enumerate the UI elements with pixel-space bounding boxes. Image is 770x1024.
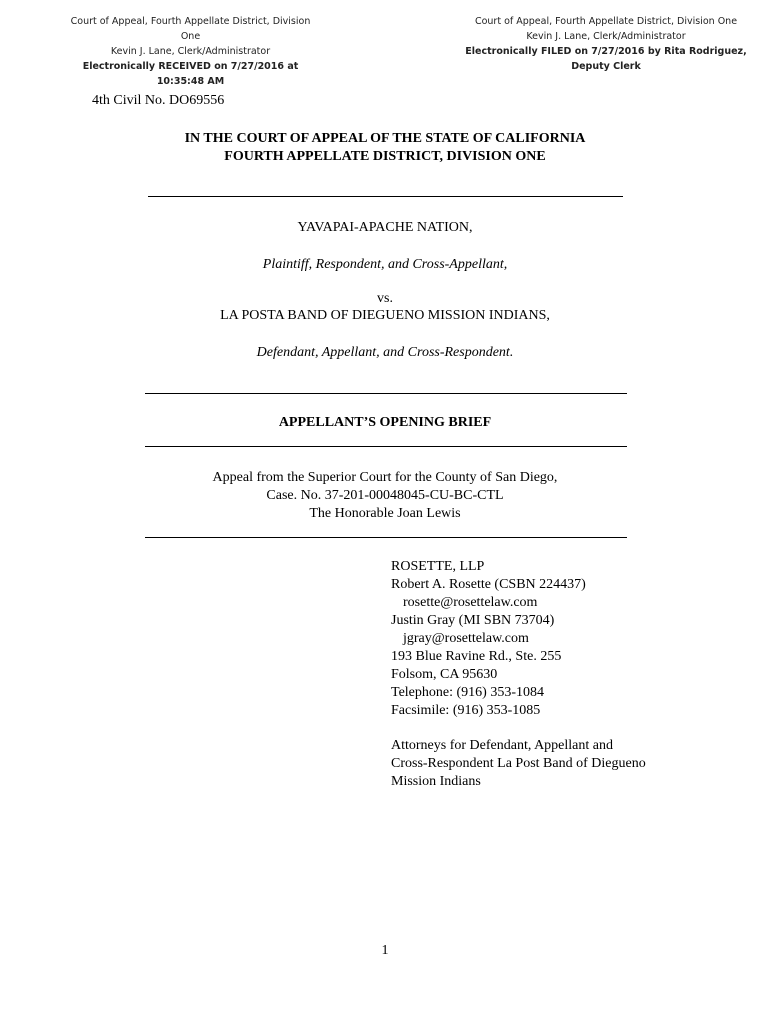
plaintiff-name: YAVAPAI-APACHE NATION, — [297, 220, 473, 235]
appeal-case-number: Case. No. 37-201-00048045-CU-BC-CTL — [266, 488, 504, 503]
address-line-2: Folsom, CA 95630 — [391, 667, 498, 682]
filed-stamp-date: Electronically FILED on 7/27/2016 by Rita Rodriguez, Deputy Clerk — [465, 46, 747, 72]
attorneys-for-line1: Attorneys for Defendant, Appellant and — [391, 738, 613, 753]
received-stamp-clerk: Kevin J. Lane, Clerk/Administrator — [110, 46, 271, 57]
facsimile: Facsimile: (916) 353-1085 — [391, 703, 541, 718]
court-heading-line2: FOURTH APPELLATE DISTRICT, DIVISION ONE — [224, 149, 546, 164]
filed-stamp-court: Court of Appeal, Fourth Appellate District, Division One — [474, 16, 738, 27]
divider-3 — [145, 446, 627, 447]
attorney-2: Justin Gray (MI SBN 73704) — [391, 613, 555, 628]
appeal-judge: The Honorable Joan Lewis — [309, 506, 461, 521]
court-heading — [0, 130, 770, 166]
attorney-1: Robert A. Rosette (CSBN 224437) — [391, 577, 586, 592]
counsel-block — [391, 558, 586, 720]
attorney-2-email: jgray@rosettelaw.com — [403, 631, 529, 646]
versus: vs. — [377, 291, 393, 306]
attorneys-for-line3: Mission Indians — [391, 774, 481, 789]
attorneys-for-line2: Cross-Respondent La Post Band of Diegueno — [391, 756, 646, 771]
plaintiff-role: Plaintiff, Respondent, and Cross-Appellant, — [262, 257, 508, 272]
defendant-role: Defendant, Appellant, and Cross-Respondent. — [256, 345, 514, 360]
divider-2 — [145, 393, 627, 394]
court-heading-line1: IN THE COURT OF APPEAL OF THE STATE OF CALIFORNIA — [184, 131, 586, 146]
attorneys-for — [391, 737, 646, 791]
filed-stamp-clerk: Kevin J. Lane, Clerk/Administrator — [526, 31, 686, 42]
appeal-court: Appeal from the Superior Court for the County of San Diego, — [212, 470, 558, 485]
brief-title: APPELLANT’S OPENING BRIEF — [278, 415, 492, 430]
telephone: Telephone: (916) 353-1084 — [391, 685, 544, 700]
attorney-1-email: rosette@rosettelaw.com — [403, 595, 538, 610]
divider-1 — [148, 196, 623, 197]
address-line-1: 193 Blue Ravine Rd., Ste. 255 — [391, 649, 562, 664]
firm-name: ROSETTE, LLP — [391, 559, 485, 574]
appeal-info — [0, 469, 770, 523]
received-stamp-date: Electronically RECEIVED on 7/27/2016 at 10:35:48 AM — [82, 61, 299, 87]
case-number: 4th Civil No. DO69556 — [92, 93, 225, 108]
received-stamp-court: Court of Appeal, Fourth Appellate District, Division One — [70, 16, 311, 42]
page-number: 1 — [381, 943, 389, 958]
divider-4 — [145, 537, 627, 538]
filed-stamp — [456, 14, 756, 74]
received-stamp — [68, 14, 313, 89]
defendant-name: LA POSTA BAND OF DIEGUENO MISSION INDIANS, — [220, 308, 550, 323]
